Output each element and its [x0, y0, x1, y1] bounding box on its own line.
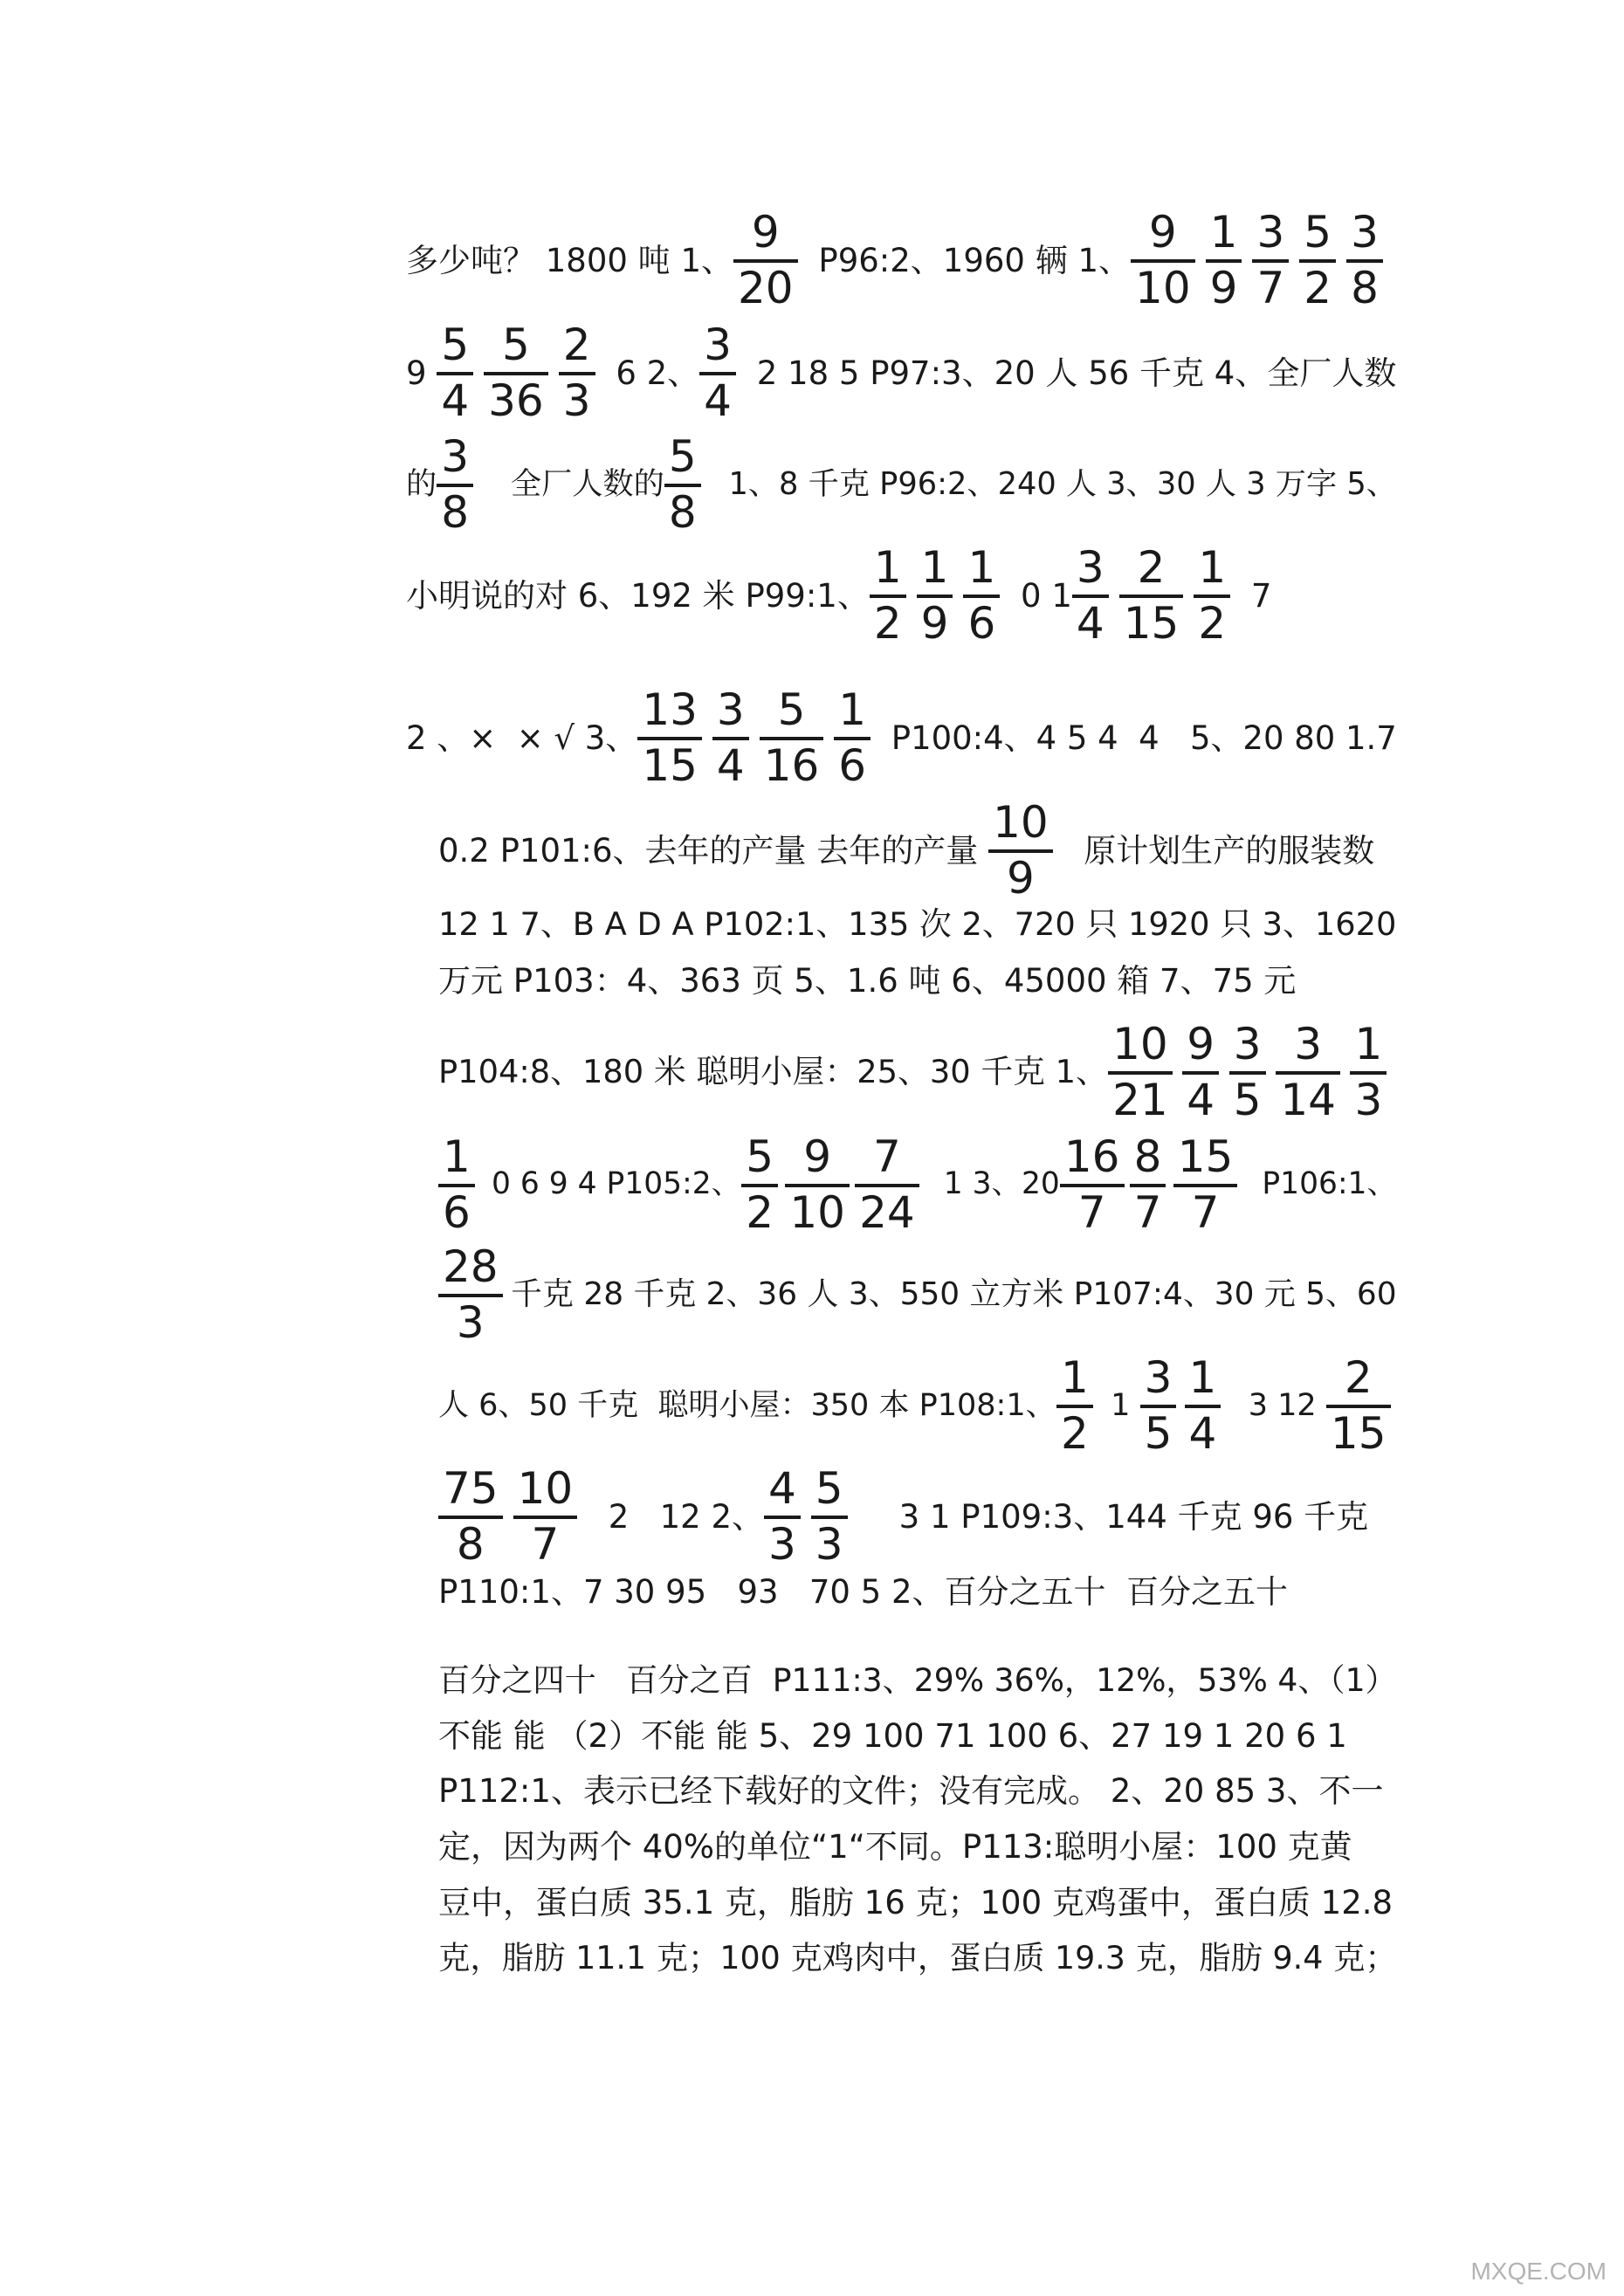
text-run: 豆中，蛋白质 35.1 克，脂肪 16 克；100 克鸡蛋中，蛋白质 12.8 — [438, 1883, 1393, 1921]
fraction-denominator: 7 — [1077, 1186, 1106, 1238]
fraction — [1252, 206, 1289, 313]
fraction — [855, 1131, 919, 1238]
fraction-numerator: 5 — [815, 1462, 843, 1514]
text-run: 2 、× × √ 3、 — [406, 718, 638, 757]
fraction-numerator: 3 — [1256, 206, 1285, 258]
fraction-denominator: 20 — [738, 262, 794, 313]
fraction — [963, 541, 1000, 649]
fraction-numerator: 3 — [441, 430, 469, 482]
fraction — [437, 319, 473, 426]
fraction — [1173, 1131, 1238, 1238]
fraction-denominator: 3 — [767, 1518, 796, 1570]
fraction-numerator: 10 — [1112, 1018, 1168, 1069]
text-run: P112:1、表示已经下载好的文件；没有完成。 2、20 85 3、不一 — [438, 1771, 1384, 1810]
text-run: 百分之四十 百分之百 P111:3、29% 36%，12%，53% 4、（1） — [438, 1660, 1397, 1699]
text-run: P100:4、4 5 4 4 5、20 80 1.7 — [881, 718, 1397, 757]
fraction — [785, 1131, 850, 1238]
fraction — [917, 541, 953, 649]
text-run: 原计划生产的服装数 — [1063, 831, 1375, 870]
fraction-denominator: 2 — [873, 597, 902, 649]
fraction-denominator: 9 — [1209, 262, 1238, 313]
fraction — [1056, 1351, 1093, 1459]
fraction — [712, 684, 749, 791]
text-run: 1 3、20 — [924, 1165, 1060, 1201]
fraction — [870, 541, 906, 649]
fraction-numerator: 3 — [1076, 541, 1104, 593]
fraction — [1060, 1131, 1125, 1238]
fraction-denominator: 24 — [859, 1186, 915, 1238]
fraction — [1299, 206, 1336, 313]
text-run: 0.2 P101:6、去年的产量 去年的产量 — [438, 831, 989, 870]
fraction-denominator: 9 — [1006, 852, 1035, 904]
fraction-numerator: 9 — [803, 1131, 832, 1182]
fraction-numerator: 2 — [562, 319, 591, 370]
fraction-denominator: 6 — [967, 597, 996, 649]
fraction — [811, 1462, 848, 1570]
fraction — [1140, 1351, 1177, 1459]
text-run: 多少吨？ 1800 吨 1、 — [406, 241, 733, 279]
fraction — [1130, 1131, 1166, 1238]
fraction-denominator: 9 — [920, 597, 949, 649]
fraction-numerator: 1 — [838, 684, 867, 735]
fraction-numerator: 2 — [1344, 1351, 1373, 1403]
fraction-numerator: 1 — [1198, 541, 1227, 593]
text-run: 2 18 5 P97:3、20 人 56 千克 4、全厂人数 — [746, 354, 1397, 392]
fraction-numerator: 1 — [1188, 1351, 1217, 1403]
fraction-numerator: 3 — [716, 684, 745, 735]
fraction — [760, 684, 824, 791]
fraction — [1276, 1018, 1340, 1125]
fraction-denominator: 2 — [1304, 262, 1332, 313]
text-run: P96:2、1960 辆 1、 — [808, 241, 1132, 279]
fraction-numerator: 9 — [1187, 1018, 1215, 1069]
fraction-numerator: 5 — [668, 430, 697, 482]
fraction-numerator: 1 — [920, 541, 949, 593]
fraction — [1346, 206, 1383, 313]
fraction-denominator: 4 — [716, 739, 745, 791]
text-run: 9 — [406, 354, 437, 392]
fraction-denominator: 2 — [1198, 597, 1227, 649]
fraction — [664, 430, 701, 538]
fraction-denominator: 16 — [763, 739, 820, 791]
fraction — [733, 206, 798, 313]
fraction — [637, 684, 702, 791]
fraction-numerator: 10 — [993, 796, 1049, 848]
fraction-denominator: 15 — [1330, 1407, 1387, 1459]
fraction-numerator: 9 — [751, 206, 780, 258]
text-run: 万元 P103：4、363 页 5、1.6 吨 6、45000 箱 7、75 元 — [438, 961, 1297, 1000]
fraction-denominator: 4 — [1187, 1074, 1215, 1125]
fraction — [1206, 206, 1242, 313]
fraction-numerator: 1 — [1354, 1018, 1383, 1069]
fraction-denominator: 3 — [562, 375, 591, 426]
fraction — [1072, 541, 1109, 649]
fraction-denominator: 3 — [815, 1518, 843, 1570]
text-run: 不能 能 （2）不能 能 5、29 100 71 100 6、27 19 1 20 6 1 — [438, 1716, 1347, 1755]
fraction — [1350, 1018, 1387, 1125]
text-run: 3 12 — [1228, 1386, 1326, 1423]
fraction — [699, 319, 736, 426]
fraction-numerator: 5 — [777, 684, 806, 735]
fraction-numerator: 28 — [443, 1241, 499, 1292]
fraction — [834, 684, 870, 791]
fraction-denominator: 4 — [704, 375, 732, 426]
fraction-denominator: 4 — [441, 375, 470, 426]
fraction-denominator: 4 — [1188, 1407, 1217, 1459]
fraction-numerator: 2 — [1137, 541, 1166, 593]
fraction-denominator: 36 — [488, 375, 544, 426]
text-run: 千克 28 千克 2、36 人 3、550 立方米 P107:4、30 元 5、60 — [511, 1275, 1397, 1312]
fraction-denominator: 15 — [642, 739, 698, 791]
fraction-numerator: 75 — [443, 1462, 499, 1514]
fraction-denominator: 2 — [746, 1186, 774, 1238]
watermark-logo: MXQE.COM — [1470, 2258, 1607, 2285]
fraction-numerator: 5 — [1304, 206, 1332, 258]
text-run: 1、8 千克 P96:2、240 人 3、30 人 3 万字 5、 — [709, 465, 1397, 502]
fraction — [1131, 206, 1195, 313]
fraction — [484, 319, 548, 426]
text-run: 0 6 9 4 P105:2、 — [482, 1165, 742, 1201]
fraction-denominator: 7 — [1133, 1186, 1162, 1238]
fraction-numerator: 5 — [502, 319, 530, 370]
fraction-denominator: 6 — [838, 739, 867, 791]
text-run: 6 2、 — [605, 354, 700, 392]
fraction — [741, 1131, 778, 1238]
text-run: 定，因为两个 40%的单位“1“不同。P113:聪明小屋：100 克黄 — [438, 1827, 1352, 1866]
text-run: 克，脂肪 11.1 克；100 克鸡肉中，蛋白质 19.3 克，脂肪 9.4 克； — [438, 1938, 1397, 1976]
fraction-numerator: 7 — [872, 1131, 901, 1182]
fraction-denominator: 6 — [443, 1186, 471, 1238]
fraction-numerator: 5 — [746, 1131, 774, 1182]
fraction-numerator: 3 — [1294, 1018, 1323, 1069]
fraction-denominator: 3 — [1354, 1074, 1383, 1125]
fraction-denominator: 10 — [1135, 262, 1191, 313]
text-run: 3 1 P109:3、144 千克 96 千克 — [857, 1497, 1369, 1536]
fraction-denominator: 2 — [1061, 1407, 1089, 1459]
text-run: P104:8、180 米 聪明小屋：25、30 千克 1、 — [438, 1052, 1108, 1090]
fraction-denominator: 8 — [441, 486, 469, 538]
fraction-denominator: 7 — [1256, 262, 1285, 313]
fraction-numerator: 10 — [517, 1462, 574, 1514]
text-run: 2 12 2、 — [588, 1497, 764, 1536]
fraction — [988, 796, 1053, 904]
fraction — [1194, 541, 1230, 649]
fraction — [438, 1131, 475, 1238]
text-run: 12 1 7、B A D A P102:1、135 次 2、720 只 1920 只 3、1620 — [438, 904, 1397, 943]
fraction-denominator: 4 — [1076, 597, 1104, 649]
fraction-denominator: 7 — [531, 1518, 560, 1570]
fraction-denominator: 3 — [456, 1296, 485, 1348]
fraction-numerator: 1 — [967, 541, 996, 593]
fraction-numerator: 1 — [873, 541, 902, 593]
fraction — [1185, 1351, 1221, 1459]
fraction — [437, 430, 473, 538]
fraction-numerator: 5 — [441, 319, 470, 370]
text-run: 7 — [1241, 576, 1272, 615]
text-run: 全厂人数的 — [481, 465, 664, 502]
fraction-numerator: 1 — [1209, 206, 1238, 258]
fraction-denominator: 8 — [668, 486, 697, 538]
fraction-denominator: 15 — [1123, 597, 1180, 649]
text-run: 小明说的对 6、192 米 P99:1、 — [406, 576, 870, 615]
fraction — [438, 1241, 503, 1348]
fraction — [1326, 1351, 1391, 1459]
fraction-denominator: 10 — [789, 1186, 845, 1238]
fraction — [1229, 1018, 1266, 1125]
text-run: 的 — [406, 465, 437, 502]
fraction-denominator: 7 — [1191, 1186, 1220, 1238]
fraction-numerator: 1 — [443, 1131, 471, 1182]
fraction — [559, 319, 595, 426]
fraction-numerator: 8 — [1133, 1131, 1162, 1182]
fraction-denominator: 5 — [1233, 1074, 1262, 1125]
fraction-denominator: 14 — [1280, 1074, 1336, 1125]
fraction-numerator: 3 — [1144, 1351, 1173, 1403]
fraction-numerator: 13 — [642, 684, 698, 735]
fraction-numerator: 4 — [767, 1462, 796, 1514]
fraction — [1182, 1018, 1219, 1125]
text-run: 0 1 — [1010, 576, 1072, 615]
fraction-denominator: 21 — [1112, 1074, 1168, 1125]
fraction-numerator: 3 — [1233, 1018, 1262, 1069]
fraction-numerator: 3 — [704, 319, 732, 370]
fraction — [1119, 541, 1184, 649]
fraction — [438, 1462, 503, 1570]
fraction-denominator: 5 — [1144, 1407, 1173, 1459]
text-run: P106:1、 — [1242, 1165, 1397, 1201]
fraction-numerator: 9 — [1148, 206, 1177, 258]
text-run: P110:1、7 30 95 93 70 5 2、百分之五十 百分之五十 — [438, 1572, 1289, 1611]
text-run: 人 6、50 千克 聪明小屋：350 本 P108:1、 — [438, 1386, 1056, 1423]
fraction-numerator: 1 — [1061, 1351, 1089, 1403]
fraction-numerator: 16 — [1063, 1131, 1120, 1182]
text-run: 1 — [1101, 1386, 1140, 1423]
fraction — [764, 1462, 801, 1570]
fraction-denominator: 8 — [1351, 262, 1379, 313]
fraction-numerator: 3 — [1351, 206, 1379, 258]
fraction — [513, 1462, 578, 1570]
fraction-denominator: 8 — [456, 1518, 485, 1570]
fraction — [1108, 1018, 1173, 1125]
fraction-numerator: 15 — [1177, 1131, 1234, 1182]
